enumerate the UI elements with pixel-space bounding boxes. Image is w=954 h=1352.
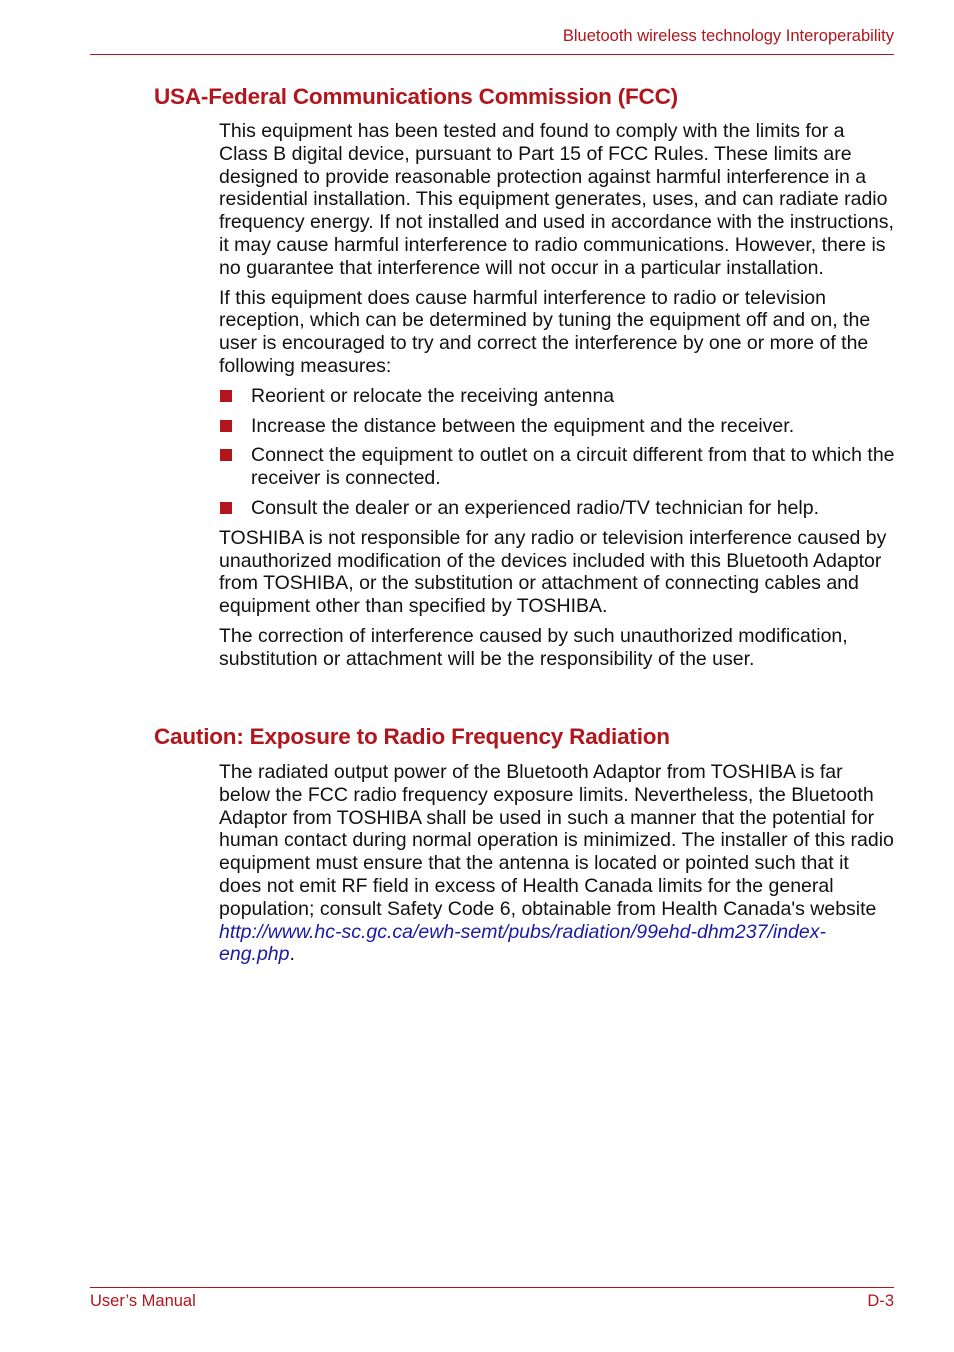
list-item-text: Reorient or relocate the receiving antenna <box>251 384 615 407</box>
list-item <box>219 415 895 438</box>
list-item <box>219 497 895 520</box>
fcc-section-body <box>219 120 895 678</box>
list-item <box>219 385 895 408</box>
footer-manual-title: User’s Manual <box>90 1292 196 1310</box>
list-item-text: Consult the dealer or an experienced radio/TV technician for help. <box>251 496 820 519</box>
fcc-paragraph-4: The correction of interference caused by such unauthorized modification, substitution or attachment will be the responsibility of the user. <box>219 624 848 670</box>
rf-caution-heading: Caution: Exposure to Radio Frequency Radiation <box>154 724 670 749</box>
square-bullet-icon <box>220 420 232 432</box>
rf-paragraph-end: . <box>289 943 295 966</box>
fcc-paragraph-3: TOSHIBA is not responsible for any radio or television interference caused by unauthorized modification of the devices included with this Bluetooth Adaptor from TOSHIBA, or the substitution or attachment of connecting cables and equipment other than specified by TOSHIBA. <box>219 526 887 618</box>
list-item-text: Increase the distance between the equipment and the receiver. <box>251 414 795 437</box>
fcc-paragraph-2: If this equipment does cause harmful interference to radio or television reception, which can be determined by tuning the equipment off and on, the user is encouraged to try and correct the interference by one or more of the following measures: <box>219 286 871 377</box>
square-bullet-icon <box>220 502 232 514</box>
fcc-paragraph-1: This equipment has been tested and found to comply with the limits for a Class B digital device, pursuant to Part 15 of FCC Rules. These limits are designed to provide reasonable protection against harmful interference in a residential installation. This equipment generates, uses, and can radiate radio frequency energy. If not installed and used in accordance with the instructions, it may cause harmful interference to radio communications. However, there is no guarantee that interference will not occur in a particular installation. <box>219 120 894 279</box>
rf-paragraph-1 <box>219 761 895 966</box>
fcc-heading: USA-Federal Communications Commission (FCC) <box>154 84 678 109</box>
header-rule <box>90 54 894 55</box>
page-number: D-3 <box>867 1292 894 1310</box>
square-bullet-icon <box>220 390 232 402</box>
list-item-text: Connect the equipment to outlet on a circuit different from that to which the receiver is connected. <box>251 444 895 490</box>
measures-list <box>219 385 895 520</box>
running-header: Bluetooth wireless technology Interoperability <box>562 27 894 45</box>
list-item <box>219 444 895 490</box>
square-bullet-icon <box>220 449 232 461</box>
rf-paragraph-text: The radiated output power of the Bluetooth Adaptor from TOSHIBA is far below the FCC radio frequency exposure limits. Nevertheless, the Bluetooth Adaptor from TOSHIBA shall be used in such a manner that the potential for human contact during normal operation is minimized. The installer of this radio equipment must ensure that the antenna is located or pointed such that it does not emit RF field in excess of Health Canada limits for the general population; consult Safety Code 6, obtainable from Health Canada's website <box>219 761 894 920</box>
footer-rule <box>90 1287 894 1288</box>
rf-section-body <box>219 761 895 973</box>
health-canada-link[interactable]: http://www.hc-sc.gc.ca/ewh-semt/pubs/radiation/99ehd-dhm237/index-eng.php <box>219 920 826 966</box>
